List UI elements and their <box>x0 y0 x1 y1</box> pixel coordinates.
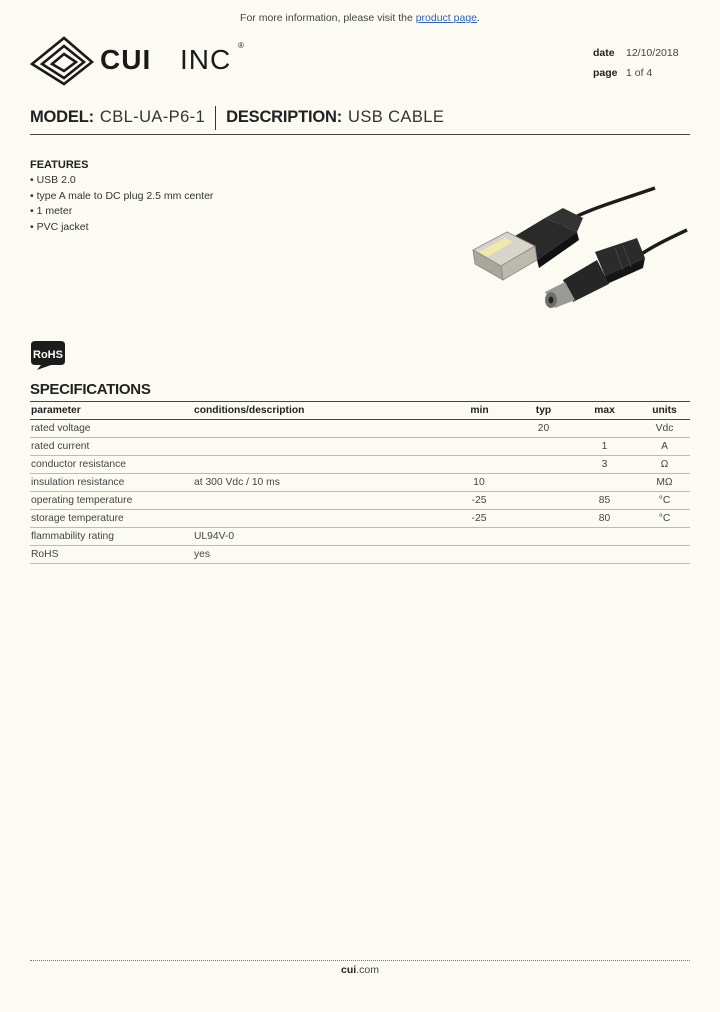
model-divider <box>215 106 216 130</box>
cell-parameter: operating temperature <box>30 492 193 510</box>
features-section <box>30 159 213 236</box>
cell-units: MΩ <box>638 474 690 492</box>
cell-typ <box>516 510 570 528</box>
feature-item: • 1 meter <box>30 205 73 217</box>
cell-min <box>442 420 516 438</box>
col-typ: typ <box>516 402 570 420</box>
table-row <box>30 510 690 528</box>
cell-conditions: at 300 Vdc / 10 ms <box>193 474 442 492</box>
cell-min <box>442 528 516 546</box>
cell-conditions <box>193 510 442 528</box>
model-value: CBL-UA-P6-1 <box>99 108 206 126</box>
date-value: 12/10/2018 <box>626 47 679 59</box>
cell-max: 80 <box>570 510 638 528</box>
cui-inc-logo <box>30 36 255 86</box>
date-row <box>593 43 679 63</box>
table-row <box>30 546 690 564</box>
cell-units <box>638 546 690 564</box>
col-conditions: conditions/description <box>193 402 442 420</box>
cell-parameter: RoHS <box>30 546 193 564</box>
cell-typ <box>516 528 570 546</box>
info-note-text: For more information, please visit the <box>240 12 416 24</box>
cell-max: 85 <box>570 492 638 510</box>
table-row <box>30 528 690 546</box>
cell-conditions <box>193 456 442 474</box>
feature-item: • USB 2.0 <box>30 174 76 186</box>
page-row <box>593 63 679 83</box>
rohs-icon-text: RoHS <box>33 349 63 361</box>
cell-min <box>442 456 516 474</box>
cell-min: 10 <box>442 474 516 492</box>
cell-parameter: rated voltage <box>30 420 193 438</box>
rohs-icon <box>29 339 67 371</box>
cell-min <box>442 546 516 564</box>
usb-a-plug <box>473 208 583 280</box>
cell-parameter: flammability rating <box>30 528 193 546</box>
cell-max: 3 <box>570 456 638 474</box>
cell-parameter: rated current <box>30 438 193 456</box>
table-row <box>30 492 690 510</box>
cell-max: 1 <box>570 438 638 456</box>
cell-max <box>570 528 638 546</box>
description-value: USB CABLE <box>348 108 445 126</box>
cell-typ <box>516 546 570 564</box>
product-page-link[interactable]: product page <box>415 12 478 24</box>
logo-registered-mark: ® <box>238 41 244 50</box>
logo-inc-text: INC <box>180 44 232 75</box>
logo-cui-text: CUI <box>100 44 152 75</box>
cell-units: A <box>638 438 690 456</box>
cell-units <box>638 528 690 546</box>
cell-typ <box>516 474 570 492</box>
cell-conditions <box>193 438 442 456</box>
cell-conditions: UL94V-0 <box>193 528 442 546</box>
page-label: page <box>593 67 618 79</box>
logo-mark-core <box>52 54 76 71</box>
table-row <box>30 420 690 438</box>
col-min: min <box>442 402 516 420</box>
cell-parameter: storage temperature <box>30 510 193 528</box>
col-max: max <box>570 402 638 420</box>
model-label: MODEL: <box>30 108 94 126</box>
footer-brand: cui <box>341 964 357 976</box>
cable-lower <box>640 230 687 255</box>
cell-units: Vdc <box>638 420 690 438</box>
cell-parameter: insulation resistance <box>30 474 193 492</box>
cell-units: °C <box>638 492 690 510</box>
cell-min <box>442 438 516 456</box>
cell-typ <box>516 456 570 474</box>
date-label: date <box>593 47 615 59</box>
cell-max <box>570 474 638 492</box>
info-note <box>0 12 720 24</box>
description-label: DESCRIPTION: <box>226 108 342 126</box>
specifications-table <box>30 401 690 564</box>
cell-units: °C <box>638 510 690 528</box>
info-note-suffix: . <box>477 12 480 24</box>
cell-max <box>570 546 638 564</box>
usb-cable-image <box>465 180 690 310</box>
specifications-title: SPECIFICATIONS <box>30 381 151 398</box>
doc-meta <box>593 43 679 83</box>
cell-min: -25 <box>442 492 516 510</box>
cell-conditions <box>193 420 442 438</box>
cell-typ <box>516 492 570 510</box>
cell-max <box>570 420 638 438</box>
table-row <box>30 456 690 474</box>
cell-units: Ω <box>638 456 690 474</box>
footer-divider <box>30 960 690 961</box>
model-bar <box>30 108 690 135</box>
col-parameter: parameter <box>30 402 193 420</box>
page-value: 1 of 4 <box>626 67 653 79</box>
footer <box>0 964 720 976</box>
table-row <box>30 474 690 492</box>
features-title: FEATURES <box>30 159 89 171</box>
feature-item: • type A male to DC plug 2.5 mm center <box>30 189 214 202</box>
cell-parameter: conductor resistance <box>30 456 193 474</box>
table-row <box>30 438 690 456</box>
cell-conditions: yes <box>193 546 442 564</box>
cell-typ <box>516 438 570 456</box>
feature-item: • PVC jacket <box>30 220 89 233</box>
col-units: units <box>638 402 690 420</box>
table-header-row <box>30 402 690 420</box>
cell-conditions <box>193 492 442 510</box>
cell-min: -25 <box>442 510 516 528</box>
cell-typ: 20 <box>516 420 570 438</box>
footer-domain: .com <box>356 964 379 976</box>
